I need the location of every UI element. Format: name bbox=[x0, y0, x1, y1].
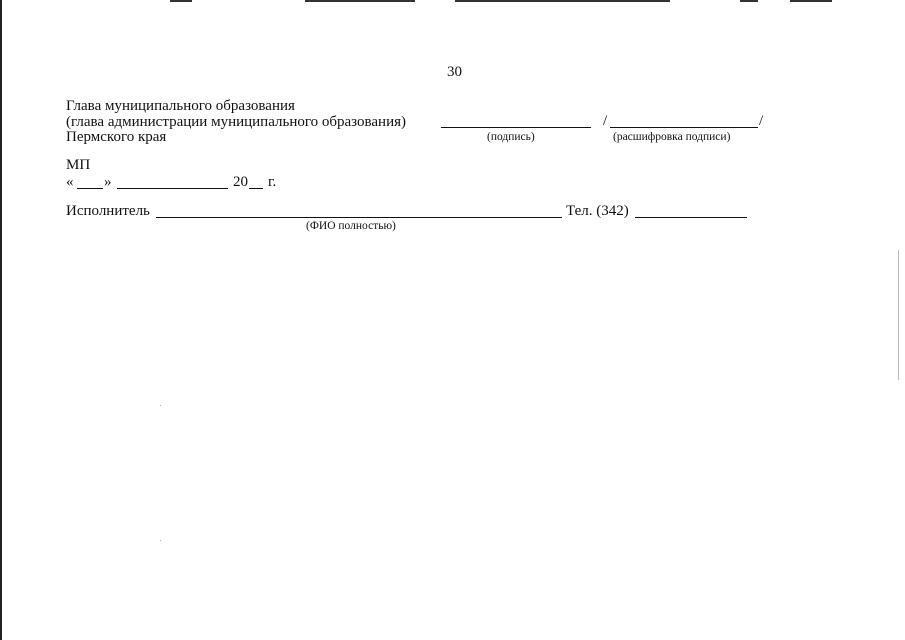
date-quote-close: » bbox=[104, 174, 112, 190]
date-quote-open: « bbox=[66, 174, 74, 190]
date-year-prefix: 20 bbox=[233, 174, 248, 190]
signature-decoding-caption: (расшифровка подписи) bbox=[613, 131, 731, 143]
page-number: 30 bbox=[447, 64, 462, 80]
executor-fio-caption: (ФИО полностью) bbox=[306, 220, 396, 232]
scan-speck bbox=[160, 405, 161, 406]
seal-mark: МП bbox=[66, 157, 91, 173]
phone-number-line bbox=[635, 217, 747, 218]
scan-right-mark bbox=[898, 250, 899, 380]
date-day-line bbox=[77, 188, 103, 189]
phone-label: Тел. (342) bbox=[566, 203, 629, 219]
head-title-line-3: Пермского края bbox=[66, 129, 167, 145]
head-title-line-1: Глава муниципального образования bbox=[66, 98, 295, 114]
executor-label: Исполнитель bbox=[66, 203, 150, 219]
signature-caption: (подпись) bbox=[487, 131, 535, 143]
scan-top-mark bbox=[740, 0, 758, 2]
head-title-line-2: (глава администрации муниципального образования) bbox=[66, 114, 406, 130]
signature-decoding-line bbox=[610, 127, 758, 128]
date-year-suffix: г. bbox=[268, 174, 277, 190]
executor-name-line bbox=[156, 217, 562, 218]
scan-top-mark bbox=[305, 0, 415, 2]
scan-speck bbox=[160, 540, 161, 541]
signature-line bbox=[441, 127, 591, 128]
slash-left: / bbox=[603, 113, 608, 129]
scan-top-mark bbox=[790, 0, 832, 2]
scan-top-mark bbox=[455, 0, 670, 2]
scan-left-edge bbox=[0, 0, 2, 640]
date-month-line bbox=[117, 188, 228, 189]
date-year-line bbox=[249, 188, 263, 189]
slash-right: / bbox=[759, 113, 764, 129]
scan-top-mark bbox=[170, 0, 192, 2]
